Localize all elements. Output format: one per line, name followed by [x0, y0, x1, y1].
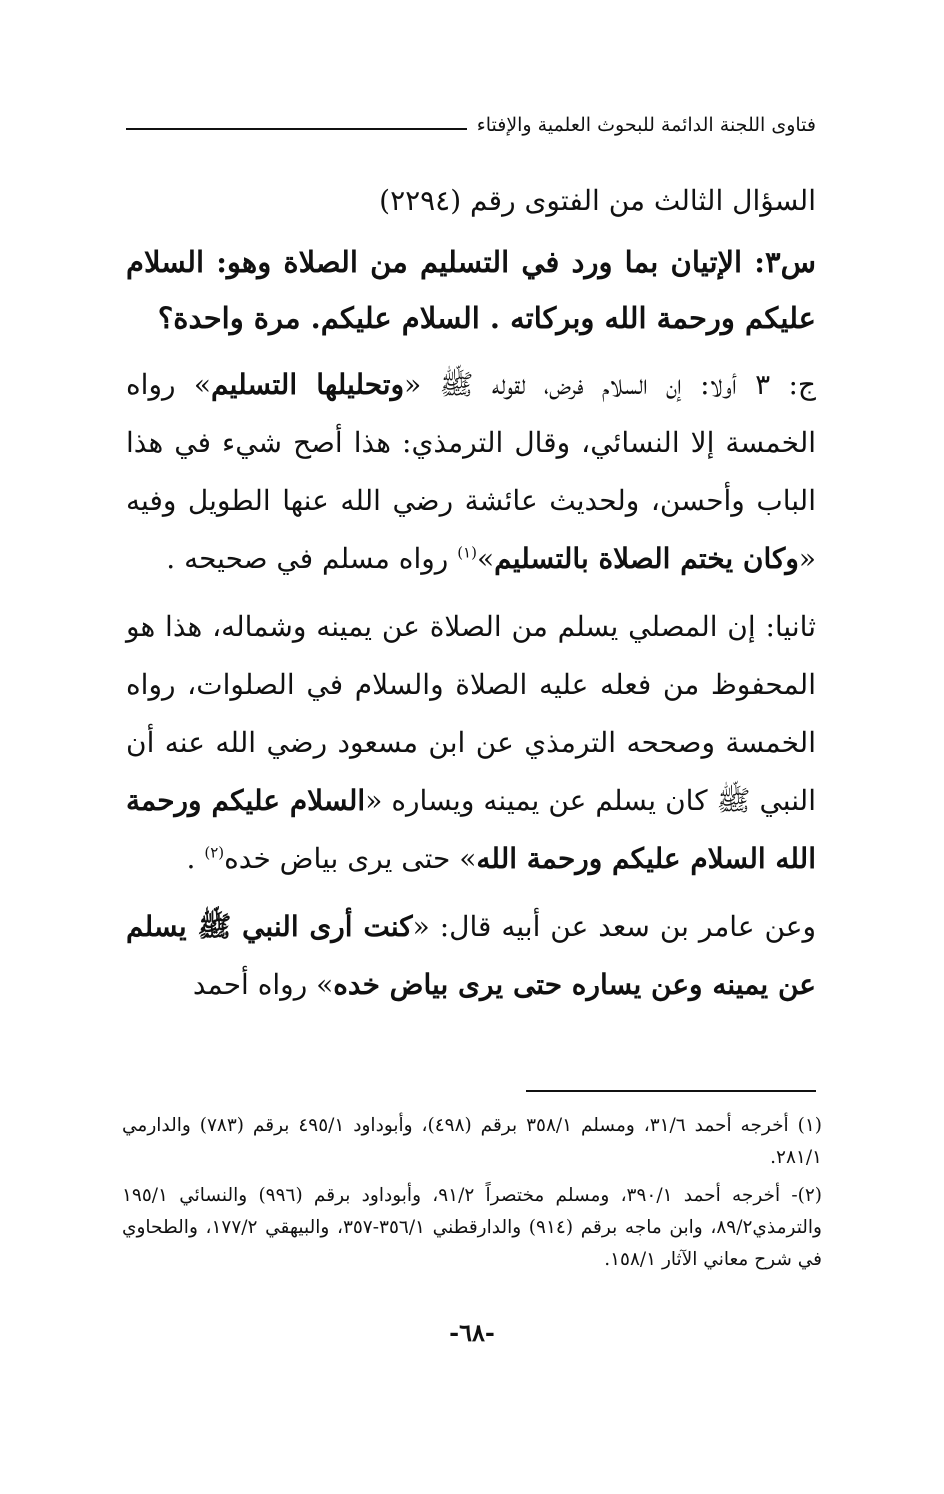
answer-paragraph-2: [126, 598, 816, 888]
footnotes: [122, 1110, 822, 1282]
footnote-2: (٢)- أخرجه أحمد ٣٩٠/١، ومسلم مختصراً ٩١/٢، وأبوداود برقم (٩٩٦) والنسائي ١٩٥/١ والترمذي٨٩/٢، وابن ماجه برقم (٩١٤) والدارقطني ٣٥٦/١-٣٥٧، والبيهقي ١٧٧/٢، والطحاوي في شرح معاني الآثار ١٥٨/١.: [122, 1185, 822, 1270]
footnote-separator: [526, 1090, 816, 1092]
answer-p2-text-c: » حتى يرى بياض خده: [224, 842, 477, 875]
question-title: السؤال الثالث من الفتوى رقم (٢٢٩٤): [379, 184, 816, 217]
question-text: س٣: الإتيان بما ورد في التسليم من الصلاة وهو: السلام عليكم ورحمة الله وبركاته . السلام عليكم. مرة واحدة؟: [126, 245, 816, 335]
running-header: [126, 112, 816, 138]
header-rule: [126, 128, 467, 130]
running-title: فتاوى اللجنة الدائمة للبحوث العلمية والإفتاء: [476, 114, 816, 136]
answer-paragraph-1: [126, 356, 816, 588]
hadith-quote-tahlil: وتحليلها التسليم: [211, 368, 405, 401]
answer-paragraph-3: [126, 898, 816, 1014]
answer-p1-text-a: ج: ٣ أولا: إن السلام فرض، لقوله ﷺ «: [404, 368, 816, 401]
footnote-ref-2: (٢): [204, 843, 225, 862]
footnote-1: (١) أخرجه أحمد ٣١/٦، ومسلم ٣٥٨/١ برقم (٤٩٨)، وأبوداود ٤٩٥/١ برقم (٧٨٣) والدارمي ٢٨١/١.: [122, 1115, 822, 1168]
answer-p3-text-c: » رواه أحمد: [192, 968, 334, 1001]
answer-p1-text-c: » رواه الخمسة إلا النسائي، وقال الترمذي: هذا أصح شيء في هذا الباب وأحسن، ولحديث عائشة رضي الله عنها الطويل وفيه «: [126, 368, 816, 575]
hadith-quote-salam: السلام عليكم ورحمة الله السلام عليكم ورحمة الله: [126, 784, 816, 875]
page-number: -٦٨-: [449, 1318, 495, 1347]
answer-p1-text-f: رواه مسلم في صحيحه .: [166, 542, 458, 575]
answer-p3-text-a: وعن عامر بن سعد عن أبيه قال: «: [412, 910, 817, 943]
answer-p1-text-e: »: [476, 542, 495, 575]
hadith-quote-aisha: وكان يختم الصلاة بالتسليم: [494, 542, 799, 575]
footnote-ref-1: (١): [457, 543, 477, 562]
answer-p2-text-d: .: [186, 842, 205, 875]
hadith-quote-amir: كنت أرى النبي ﷺ يسلم عن يمينه وعن يساره حتى يرى بياض خده: [126, 910, 816, 1001]
body-text: [126, 172, 816, 1024]
answer-p2-text-a: ثانيا: إن المصلي يسلم من الصلاة عن يمينه وشماله، هذا هو المحفوظ من فعله عليه الصلاة والسلام في الصلوات، رواه الخمسة وصححه الترمذي عن ابن مسعود رضي الله عنه أن النبي ﷺ كان يسلم عن يمينه ويساره «: [126, 610, 816, 817]
